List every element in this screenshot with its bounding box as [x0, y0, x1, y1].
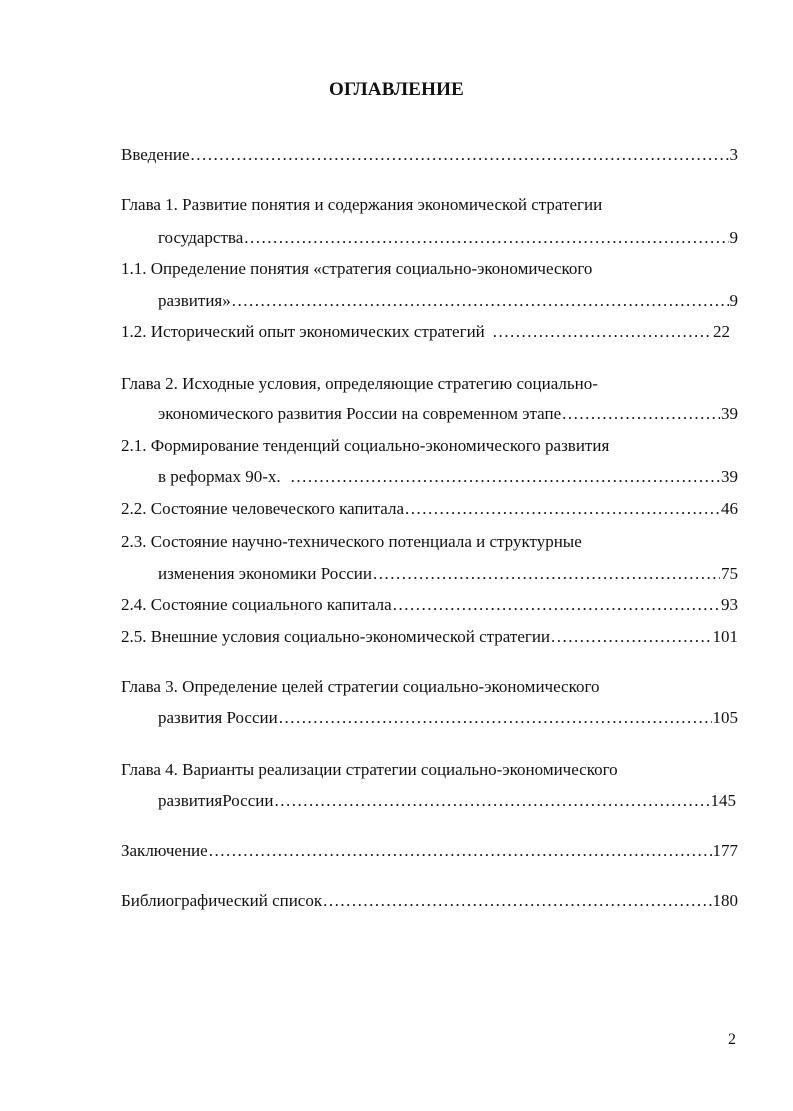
toc-section-1-1-title[interactable]: 1.1. Определение понятия «стратегия социально-экономического	[121, 259, 593, 278]
toc-entry-label: 2.5. Внешние условия социально-экономической стратегии	[121, 627, 551, 646]
page-title: ОГЛАВЛЕНИЕ	[329, 79, 464, 100]
toc-entry-introduction[interactable]	[121, 144, 738, 166]
toc-page-number: 46	[721, 499, 738, 518]
page-number: 2	[728, 1031, 736, 1048]
leader-dots	[493, 321, 712, 343]
toc-entry-section-2-4[interactable]	[121, 594, 738, 616]
toc-page-number: 101	[712, 627, 738, 646]
leader-dots	[274, 790, 709, 812]
leader-dots	[279, 707, 712, 729]
toc-entry-label: в реформах 90-х.	[158, 467, 281, 486]
toc-entry-label: 1.2. Исторический опыт экономических стратегий	[121, 322, 485, 341]
toc-entry-label: Библиографический список	[121, 891, 323, 910]
toc-entry-label: 2.4. Состояние социального капитала	[121, 595, 392, 614]
toc-entry-label: 2.2. Состояние человеческого капитала	[121, 499, 405, 518]
toc-entry-section-1-2[interactable]	[121, 321, 730, 343]
toc-entry-conclusion[interactable]	[121, 840, 738, 862]
toc-page-number: 75	[721, 564, 738, 583]
leader-dots	[244, 227, 728, 249]
leader-dots	[191, 144, 729, 166]
leader-dots	[209, 840, 712, 862]
leader-dots	[373, 563, 720, 585]
toc-entry-label: экономического развития России на современном этапе	[158, 404, 562, 423]
toc-entry-label: развития»	[158, 291, 231, 310]
toc-entry-label: развития России	[158, 708, 278, 727]
toc-entry-label: изменения экономики России	[158, 564, 372, 583]
leader-dots	[323, 890, 711, 912]
toc-entry-label: развитияРоссии	[158, 791, 274, 810]
toc-entry-section-2-3[interactable]	[158, 563, 738, 585]
toc-entry-section-2-1[interactable]	[158, 466, 738, 488]
toc-page-number: 22	[713, 322, 730, 341]
toc-entry-chapter-4[interactable]	[158, 790, 736, 812]
toc-entry-chapter-1[interactable]	[158, 227, 738, 249]
toc-chapter-4-title[interactable]: Глава 4. Варианты реализации стратегии социально-экономического	[121, 760, 618, 779]
toc-entry-label: государства	[158, 228, 244, 247]
toc-page-number: 39	[721, 404, 738, 423]
toc-section-2-1-title[interactable]: 2.1. Формирование тенденций социально-экономического развития	[121, 436, 610, 455]
leader-dots	[405, 498, 720, 520]
toc-page-number: 93	[721, 595, 738, 614]
leader-dots	[562, 403, 720, 425]
leader-dots	[232, 290, 729, 312]
toc-entry-bibliography[interactable]	[121, 890, 738, 912]
toc-page-number: 3	[729, 145, 738, 164]
toc-entry-section-2-5[interactable]	[121, 626, 738, 648]
toc-page-number: 39	[721, 467, 738, 486]
toc-chapter-2-title[interactable]: Глава 2. Исходные условия, определяющие стратегию социально-	[121, 374, 598, 393]
toc-entry-section-1-1[interactable]	[158, 290, 738, 312]
toc-entry-label: Заключение	[121, 841, 208, 860]
toc-page-number: 105	[712, 708, 738, 727]
toc-page-number: 177	[712, 841, 738, 860]
toc-entry-section-2-2[interactable]	[121, 498, 738, 520]
toc-chapter-3-title[interactable]: Глава 3. Определение целей стратегии социально-экономического	[121, 677, 600, 696]
toc-section-2-3-title[interactable]: 2.3. Состояние научно-технического потенциала и структурные	[121, 532, 582, 551]
leader-dots	[291, 466, 720, 488]
leader-dots	[393, 594, 720, 616]
toc-entry-label: Введение	[121, 145, 190, 164]
toc-page-number: 180	[712, 891, 738, 910]
leader-dots	[551, 626, 711, 648]
toc-entry-chapter-2[interactable]	[158, 403, 738, 425]
toc-page-number: 9	[729, 291, 738, 310]
toc-entry-chapter-3[interactable]	[158, 707, 738, 729]
toc-page-number: 145	[710, 791, 736, 810]
toc-chapter-1-title[interactable]: Глава 1. Развитие понятия и содержания экономической стратегии	[121, 195, 603, 214]
toc-page-number: 9	[729, 228, 738, 247]
